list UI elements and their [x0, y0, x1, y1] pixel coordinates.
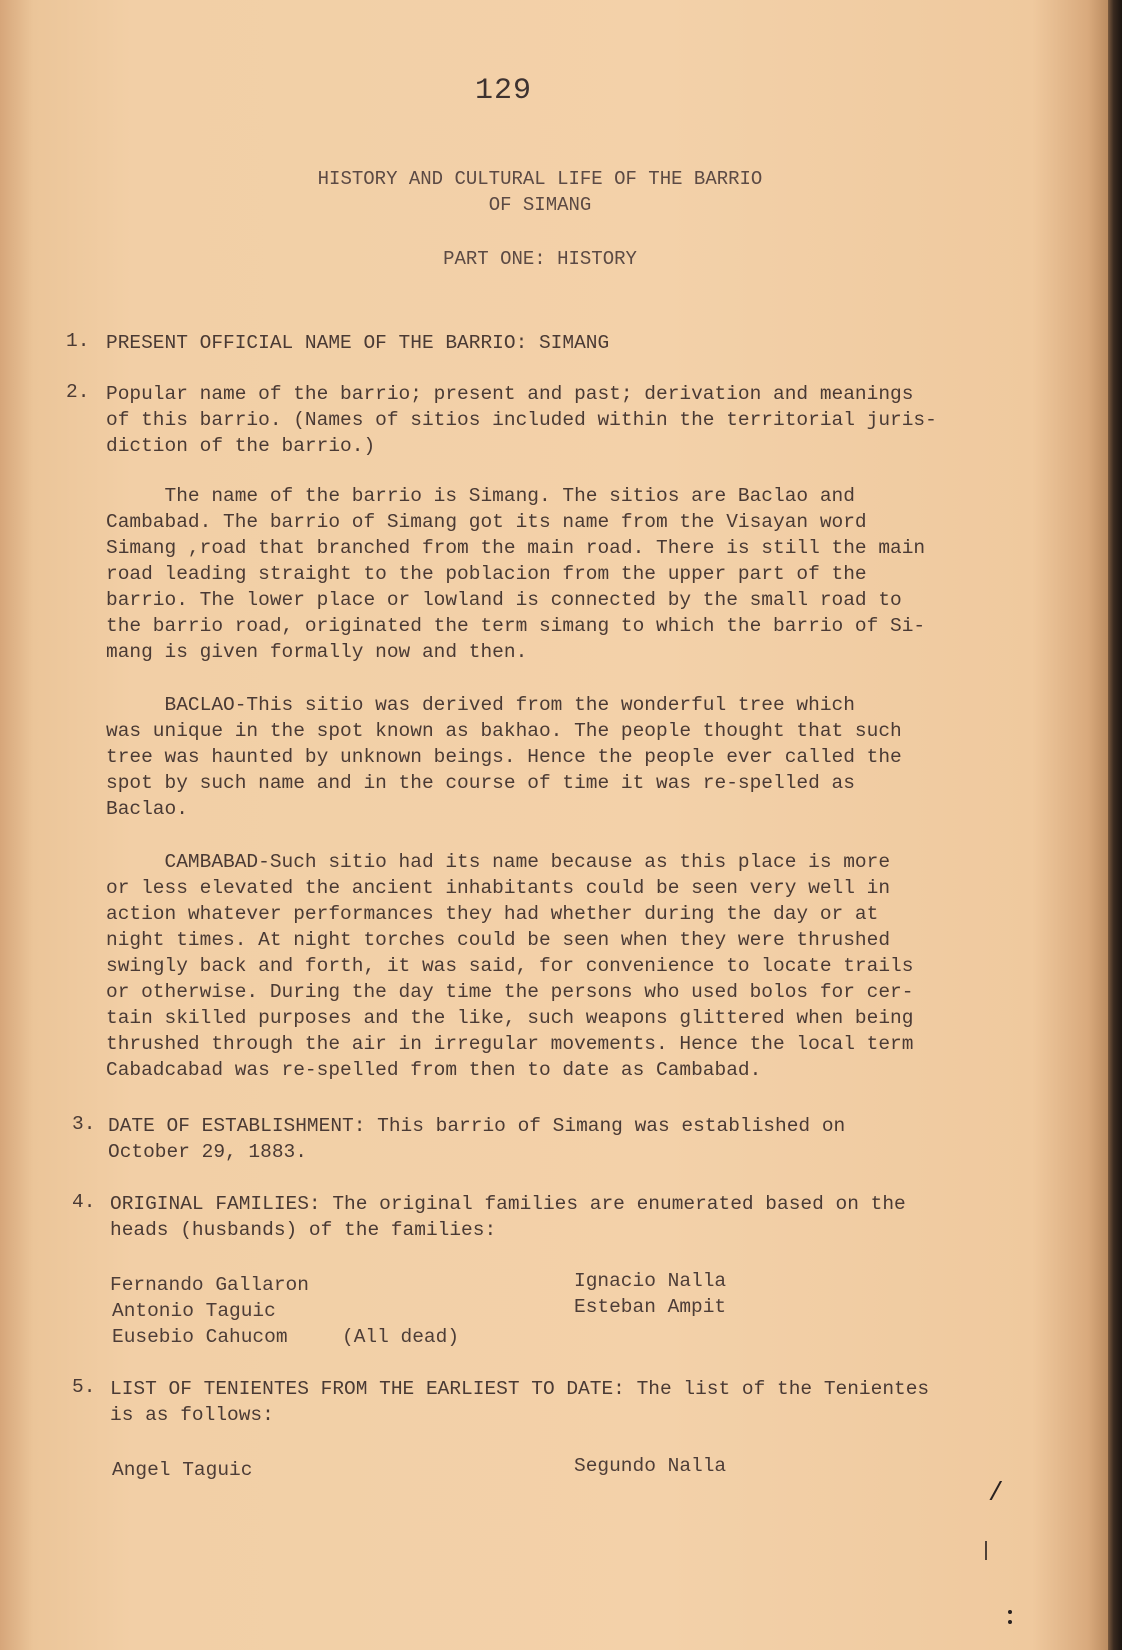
- item-3-line-1: DATE OF ESTABLISHMENT: This barrio of Simang was established on: [108, 1115, 846, 1137]
- simang-line-3: Simang ,road that branched from the main road. There is still the main: [106, 537, 926, 559]
- teniente-left: Angel Taguic: [112, 1459, 253, 1481]
- simang-line-2: Cambabad. The barrio of Simang got its name from the Visayan word: [106, 511, 867, 533]
- family-left-3: Eusebio Cahucom: [112, 1326, 288, 1348]
- item-3-text: [108, 1113, 1008, 1165]
- item-5-line-2: is as follows:: [110, 1404, 274, 1426]
- item-5-number: 5.: [72, 1376, 96, 1398]
- item-3-number: 3.: [72, 1113, 96, 1135]
- paragraph-baclao: [106, 692, 1006, 822]
- cambabad-line-6: or otherwise. During the day time the persons who used bolos for cer-: [106, 981, 914, 1003]
- simang-line-7: mang is given formally now and then.: [106, 641, 528, 663]
- family-left-2: Antonio Taguic: [112, 1300, 276, 1322]
- item-5-text: [110, 1376, 1010, 1428]
- teniente-right: Segundo Nalla: [574, 1455, 727, 1477]
- baclao-line-5: Baclao.: [106, 798, 188, 820]
- cambabad-line-5: swingly back and forth, it was said, for convenience to locate trails: [106, 955, 914, 977]
- family-right-2: Esteban Ampit: [574, 1296, 727, 1318]
- item-4-line-1: ORIGINAL FAMILIES: The original families are enumerated based on the: [110, 1193, 906, 1215]
- baclao-line-3: tree was haunted by unknown beings. Hence the people ever called the: [106, 746, 902, 768]
- part-heading: PART ONE: HISTORY: [443, 248, 637, 270]
- item-4-text: [110, 1191, 1010, 1243]
- item-2-line-1: Popular name of the barrio; present and past; derivation and meanings: [106, 383, 914, 405]
- item-2-number: 2.: [66, 381, 90, 403]
- item-3-line-2: October 29, 1883.: [108, 1141, 307, 1163]
- book-spine-edge: [1108, 0, 1122, 1650]
- cambabad-line-7: tain skilled purposes and the like, such weapons glittered when being: [106, 1007, 914, 1029]
- baclao-line-1: BACLAO-This sitio was derived from the wonderful tree which: [106, 694, 855, 716]
- title-line-1: HISTORY AND CULTURAL LIFE OF THE BARRIO: [317, 168, 763, 190]
- item-4-line-2: heads (husbands) of the families:: [110, 1219, 497, 1241]
- item-4-number: 4.: [72, 1191, 96, 1213]
- cambabad-line-1: CAMBABAD-Such sitio had its name because as this place is more: [106, 851, 891, 873]
- simang-line-4: road leading straight to the poblacion from the upper part of the: [106, 563, 867, 585]
- item-2-line-3: diction of the barrio.): [106, 435, 376, 457]
- paragraph-simang: [106, 483, 1006, 665]
- family-right-1: Ignacio Nalla: [574, 1270, 727, 1292]
- simang-line-6: the barrio road, originated the term simang to which the barrio of Si-: [106, 615, 926, 637]
- item-2-text: [106, 381, 1006, 459]
- paragraph-cambabad: [106, 849, 1006, 1083]
- baclao-line-2: was unique in the spot known as bakhao. The people thought that such: [106, 720, 902, 742]
- stray-tick-mark: |: [980, 1540, 993, 1563]
- cambabad-line-8: thrushed through the air in irregular movements. Hence the local term: [106, 1033, 914, 1055]
- item-1-number: 1.: [66, 330, 90, 352]
- family-note: (All dead): [342, 1326, 460, 1348]
- simang-line-1: The name of the barrio is Simang. The sitios are Baclao and: [106, 485, 855, 507]
- item-5-line-1: LIST OF TENIENTES FROM THE EARLIEST TO DATE: The list of the Tenientes: [110, 1378, 930, 1400]
- page-number: 129: [475, 74, 533, 108]
- family-left-1: Fernando Gallaron: [110, 1274, 309, 1296]
- cambabad-line-2: or less elevated the ancient inhabitants could be seen very well in: [106, 877, 891, 899]
- simang-line-5: barrio. The lower place or lowland is connected by the small road to: [106, 589, 902, 611]
- stray-pen-mark: /: [988, 1478, 1004, 1508]
- cambabad-line-4: night times. At night torches could be seen when they were thrushed: [106, 929, 891, 951]
- cambabad-line-9: Cabadcabad was re-spelled from then to date as Cambabad.: [106, 1059, 762, 1081]
- title-line-2: OF SIMANG: [488, 194, 592, 216]
- cambabad-line-3: action whatever performances they had whether during the day or at: [106, 903, 879, 925]
- item-1-text: [106, 330, 1006, 356]
- baclao-line-4: spot by such name and in the course of time it was re-spelled as: [106, 772, 855, 794]
- item-2-line-2: of this barrio. (Names of sitios included within the territorial juris-: [106, 409, 937, 431]
- stray-dot-1: [1008, 1610, 1012, 1614]
- item-1-line-1: PRESENT OFFICIAL NAME OF THE BARRIO: SIMANG: [106, 332, 610, 354]
- stray-dot-2: [1008, 1620, 1012, 1624]
